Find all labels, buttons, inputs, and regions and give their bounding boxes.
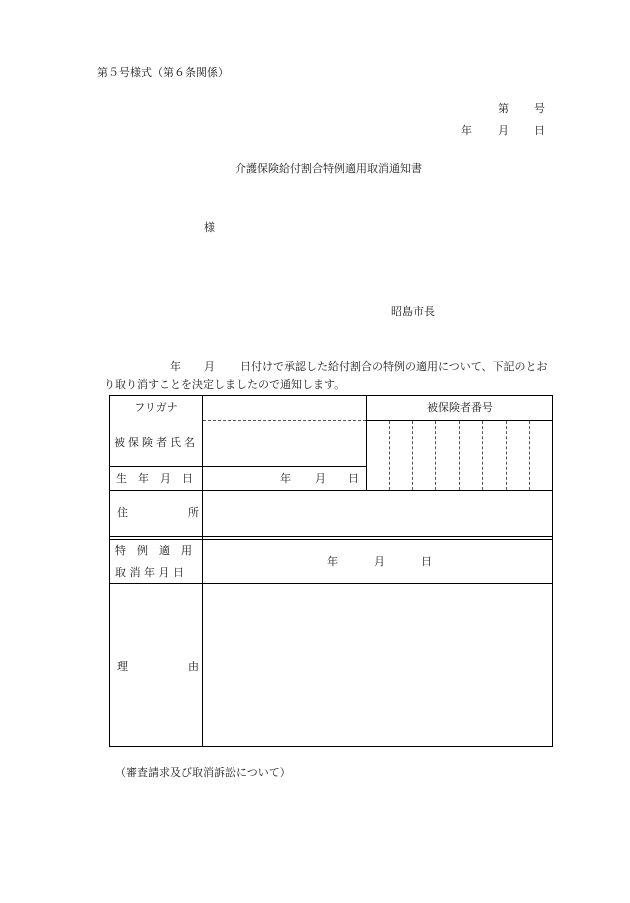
birth-month-unit: 月: [315, 472, 326, 485]
number-digit-separator: [435, 421, 436, 490]
cancel-date-label-line1: 特 例 適 用: [115, 544, 192, 557]
birth-row-line: [110, 490, 553, 491]
number-digit-separator: [529, 421, 530, 490]
number-digit-separator: [389, 421, 390, 490]
notice-table: [109, 395, 553, 747]
insured-number-label: 被保険者番号: [427, 401, 493, 414]
form-label: 第５号様式（第６条関係）: [97, 66, 229, 79]
number-digit-separator: [412, 421, 413, 490]
cancel-day-unit: 日: [421, 555, 432, 568]
birth-year-unit: 年: [280, 472, 291, 485]
cancel-date-row-line: [110, 583, 553, 584]
number-digit-separator: [459, 421, 460, 490]
doc-number-prefix: 第: [498, 102, 509, 115]
furigana-separator: [203, 420, 366, 421]
document-title: 介護保険給付割合特例適用取消通知書: [235, 162, 422, 175]
issue-date-year: 年: [461, 124, 472, 137]
body-line-2: り取り消すことを決定しましたので通知します。: [104, 378, 346, 391]
body-line-1: 日付けで承認した給付割合の特例の適用について、下記のとお: [240, 360, 548, 373]
address-row-line-2: [110, 539, 553, 540]
label-column-divider: [202, 396, 203, 747]
birth-day-unit: 日: [348, 472, 359, 485]
reason-label-left: 理: [117, 660, 128, 673]
footer-note: （審査請求及び取消訴訟について）: [115, 766, 291, 779]
reason-label-right: 由: [188, 660, 199, 673]
birth-date-label: 生 年 月 日: [116, 472, 193, 485]
furigana-label: フリガナ: [134, 401, 178, 414]
doc-number-suffix: 号: [534, 102, 545, 115]
issuer-name: 昭島市長: [391, 305, 435, 318]
address-label-left: 住: [117, 506, 128, 519]
name-row-line: [110, 466, 366, 467]
addressee-suffix: 様: [204, 221, 215, 234]
address-label-right: 所: [188, 506, 199, 519]
body-year: 年: [170, 360, 181, 373]
number-digit-separator: [506, 421, 507, 490]
address-row-line-1: [110, 536, 553, 537]
cancel-year-unit: 年: [327, 555, 338, 568]
cancel-month-unit: 月: [374, 555, 385, 568]
cancel-date-label-line2: 取 消 年 月 日: [115, 566, 184, 579]
insured-name-label: 被保険者氏名: [114, 436, 198, 449]
issue-date-month: 月: [498, 124, 509, 137]
body-month: 月: [204, 360, 215, 373]
number-digit-separator: [482, 421, 483, 490]
issue-date-day: 日: [534, 124, 545, 137]
